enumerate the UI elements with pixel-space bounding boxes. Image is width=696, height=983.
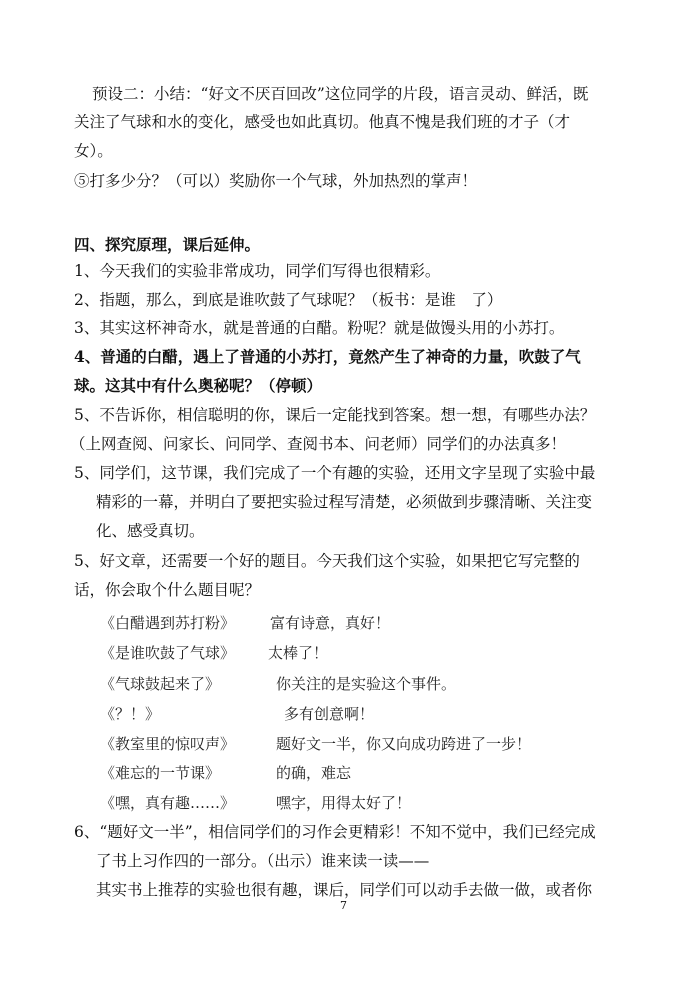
- paragraph-line-1: 预设二：小结：“好文不厌百回改”这位同学的片段，语言灵动、鲜活，既: [92, 85, 589, 103]
- item-line: 精彩的一幕，并明白了要把实验过程写清楚，必须做到步骤清晰、关注变: [96, 493, 593, 511]
- paragraph-line-2: 关注了气球和水的变化，感受也如此真切。他真不愧是我们班的才子（才: [74, 113, 571, 131]
- item-line: 化、感受真切。: [96, 522, 205, 540]
- title-comment: 嘿字，用得太好了！: [276, 794, 412, 812]
- title-comment: 的确，难忘: [276, 764, 352, 782]
- item-line-bold: 4、普通的白醋，遇上了普通的小苏打，竟然产生了神奇的力量，吹鼓了气: [74, 347, 581, 366]
- closing-line: 6、“题好文一半”，相信同学们的习作会更精彩！不知不觉中，我们已经完成: [74, 823, 596, 841]
- item-line: 5、同学们，这节课，我们完成了一个有趣的实验，还用文字呈现了实验中最: [74, 464, 596, 482]
- page-number: 7: [340, 899, 347, 912]
- item-line: （上网查阅、问家长、问同学、查阅书本、问老师）同学们的办法真多！: [70, 435, 567, 453]
- title-comment: 你关注的是实验这个事件。: [276, 675, 457, 693]
- title-comment: 太棒了！: [268, 644, 329, 662]
- item-line: 1、今天我们的实验非常成功，同学们写得也很精彩。: [74, 262, 441, 280]
- item-line: 2、指题，那么，到底是谁吹鼓了气球呢？（板书：是谁 了）: [74, 291, 503, 309]
- item-line: 5、好文章，还需要一个好的题目。今天我们这个实验，如果把它写完整的: [74, 552, 580, 570]
- item-line: 话，你会取个什么题目呢？: [74, 581, 261, 599]
- paragraph-line-4: ⑤打多少分？（可以）奖励你一个气球，外加热烈的掌声！: [74, 172, 478, 190]
- title-option: 《是谁吹鼓了气球》: [100, 644, 236, 662]
- item-line-bold: 球。这其中有什么奥秘呢？（停顿）: [74, 376, 323, 395]
- title-option: 《？！》: [100, 705, 161, 723]
- item-line: 5、不告诉你，相信聪明的你，课后一定能找到答案。想一想，有哪些办法？: [74, 406, 596, 424]
- title-option: 《白醋遇到苏打粉》: [100, 614, 236, 632]
- paragraph-line-3: 女）。: [74, 142, 113, 160]
- title-option: 《教室里的惊叹声》: [100, 735, 236, 753]
- title-option: 《难忘的一节课》: [100, 764, 221, 782]
- item-line: 3、其实这杯神奇水，就是普通的白醋。粉呢？就是做馒头用的小苏打。: [74, 319, 565, 337]
- title-comment: 多有创意啊！: [284, 705, 375, 723]
- title-comment: 题好文一半，你又向成功跨进了一步！: [276, 735, 532, 753]
- closing-line: 了书上习作四的一部分。（出示）谁来读一读——: [96, 852, 430, 870]
- closing-line: 其实书上推荐的实验也很有趣，课后，同学们可以动手去做一做，或者你: [96, 881, 593, 899]
- title-option: 《气球鼓起来了》: [100, 675, 221, 693]
- title-option: 《嘿，真有趣……》: [100, 794, 236, 812]
- section-title: 四、探究原理，课后延伸。: [74, 235, 261, 254]
- title-comment: 富有诗意，真好！: [270, 614, 391, 632]
